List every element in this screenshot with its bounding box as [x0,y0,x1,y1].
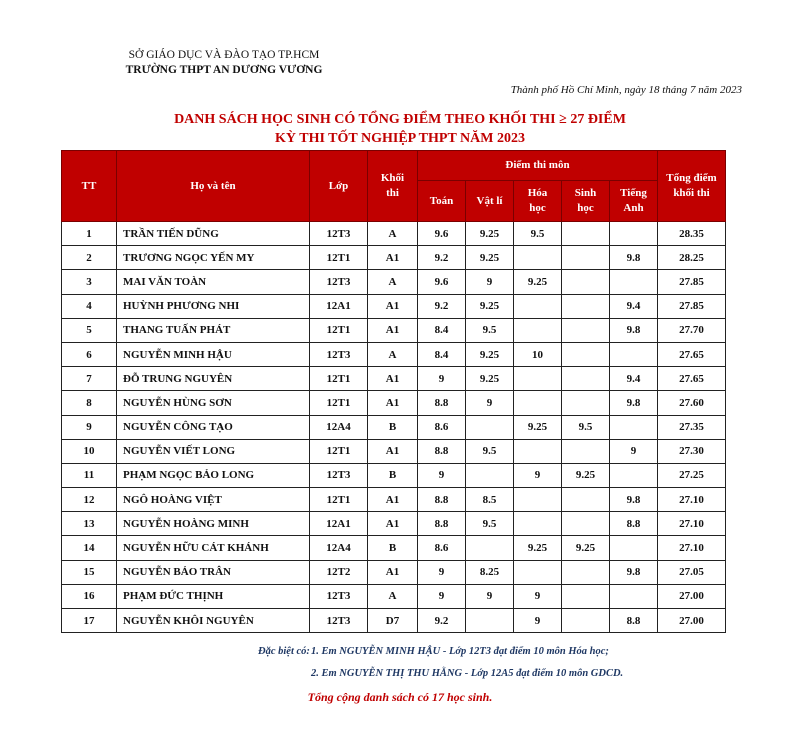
cell-name: NGÔ HOÀNG VIỆT [117,488,310,512]
school-name: TRƯỜNG THPT AN DƯƠNG VƯƠNG [125,64,323,76]
cell-total: 27.85 [658,270,726,294]
cell-class: 12A4 [310,536,368,560]
cell-total: 27.60 [658,391,726,415]
cell-chemistry [514,488,562,512]
cell-english: 9.8 [610,560,658,584]
cell-class: 12T3 [310,609,368,633]
cell-math: 8.8 [418,439,466,463]
cell-english: 9.4 [610,367,658,391]
cell-biology [562,318,610,342]
cell-physics [466,463,514,487]
cell-class: 12T3 [310,463,368,487]
cell-english [610,584,658,608]
cell-tt: 8 [62,391,117,415]
cell-math: 9 [418,367,466,391]
cell-tt: 3 [62,270,117,294]
cell-block: A [368,342,418,366]
cell-english [610,536,658,560]
cell-biology [562,270,610,294]
table-row [62,609,726,633]
cell-tt: 9 [62,415,117,439]
cell-tt: 17 [62,609,117,633]
cell-chemistry: 9 [514,463,562,487]
cell-tt: 5 [62,318,117,342]
cell-class: 12A4 [310,415,368,439]
cell-math: 8.8 [418,488,466,512]
cell-english: 9.8 [610,246,658,270]
cell-math: 8.8 [418,512,466,536]
header-biology [562,181,610,222]
cell-biology [562,512,610,536]
cell-name: THANG TUẤN PHÁT [117,318,310,342]
cell-physics: 9.25 [466,246,514,270]
table-row [62,270,726,294]
table-row [62,512,726,536]
cell-physics: 9.25 [466,222,514,246]
cell-total: 27.10 [658,536,726,560]
cell-english: 9.8 [610,391,658,415]
table-row [62,342,726,366]
header-math: Toán [418,181,466,222]
cell-chemistry: 9.25 [514,536,562,560]
cell-tt: 12 [62,488,117,512]
cell-total: 27.10 [658,512,726,536]
table-body [62,222,726,633]
header-name: Họ và tên [117,151,310,222]
header-block [368,151,418,222]
cell-english: 9.4 [610,294,658,318]
cell-name: NGUYỄN HÙNG SƠN [117,391,310,415]
cell-name: NGUYỄN BẢO TRÂN [117,560,310,584]
cell-total: 27.35 [658,415,726,439]
cell-block: A [368,584,418,608]
header-physics: Vật lí [466,181,514,222]
cell-tt: 11 [62,463,117,487]
cell-tt: 14 [62,536,117,560]
table-row [62,439,726,463]
cell-name: TRẦN TIẾN DŨNG [117,222,310,246]
cell-name: NGUYỄN MINH HẬU [117,342,310,366]
results-table [61,150,726,633]
header-english-line2: Anh [623,202,644,214]
cell-biology [562,584,610,608]
cell-chemistry: 9.25 [514,270,562,294]
cell-chemistry [514,512,562,536]
notes-label: Đặc biệt có: [258,646,310,657]
cell-biology [562,609,610,633]
header-tt: TT [62,151,117,222]
cell-english [610,342,658,366]
cell-block: A1 [368,246,418,270]
note-item-1: 1. Em NGUYỄN MINH HẬU - Lớp 12T3 đạt điểm 10 môn Hóa học; [311,646,609,657]
cell-biology [562,222,610,246]
header-total-line2: khối thi [673,187,710,199]
cell-class: 12T3 [310,222,368,246]
cell-biology: 9.25 [562,536,610,560]
cell-physics: 9 [466,270,514,294]
cell-total: 27.85 [658,294,726,318]
cell-english [610,463,658,487]
note-item-2: 2. Em NGUYỄN THỊ THU HẰNG - Lớp 12A5 đạt điểm 10 môn GDCD. [311,668,624,679]
header-english [610,181,658,222]
cell-name: NGUYỄN VIẾT LONG [117,439,310,463]
cell-name: NGUYỄN HỮU CÁT KHÁNH [117,536,310,560]
cell-total: 27.70 [658,318,726,342]
cell-biology [562,294,610,318]
table-row [62,391,726,415]
cell-chemistry [514,294,562,318]
cell-physics: 9 [466,391,514,415]
header-chemistry-line1: Hóa [527,187,548,199]
cell-biology [562,246,610,270]
cell-physics: 8.25 [466,560,514,584]
cell-physics: 9.25 [466,342,514,366]
header-block-line1: Khối [380,172,405,184]
cell-physics: 9.5 [466,512,514,536]
cell-name: PHẠM NGỌC BẢO LONG [117,463,310,487]
cell-total: 27.05 [658,560,726,584]
cell-math: 9.2 [418,246,466,270]
header-chemistry [514,181,562,222]
header-total [658,151,726,222]
table-row [62,246,726,270]
cell-tt: 16 [62,584,117,608]
date-line: Thành phố Hồ Chí Minh, ngày 18 tháng 7 năm 2023 [510,84,742,96]
cell-block: A1 [368,439,418,463]
table-row [62,294,726,318]
cell-math: 8.6 [418,536,466,560]
cell-math: 9.2 [418,294,466,318]
cell-tt: 7 [62,367,117,391]
cell-chemistry [514,367,562,391]
cell-physics [466,536,514,560]
cell-math: 8.4 [418,342,466,366]
cell-tt: 4 [62,294,117,318]
cell-english: 9.8 [610,318,658,342]
cell-class: 12T1 [310,318,368,342]
cell-block: A1 [368,488,418,512]
cell-class: 12T3 [310,584,368,608]
cell-total: 27.00 [658,584,726,608]
cell-chemistry [514,391,562,415]
cell-class: 12T1 [310,391,368,415]
cell-math: 9 [418,560,466,584]
cell-physics: 9.25 [466,367,514,391]
cell-math: 8.6 [418,415,466,439]
cell-physics [466,415,514,439]
cell-chemistry: 9 [514,609,562,633]
cell-class: 12T1 [310,367,368,391]
cell-block: B [368,536,418,560]
cell-block: A1 [368,367,418,391]
cell-math: 9.6 [418,270,466,294]
cell-math: 9 [418,584,466,608]
table-row [62,222,726,246]
cell-biology [562,488,610,512]
cell-english: 8.8 [610,512,658,536]
cell-tt: 1 [62,222,117,246]
cell-biology [562,560,610,584]
table-row [62,415,726,439]
document-header [104,48,344,78]
header-class: Lớp [310,151,368,222]
cell-name: NGUYỄN HOÀNG MINH [117,512,310,536]
cell-name: PHẠM ĐỨC THỊNH [117,584,310,608]
cell-tt: 13 [62,512,117,536]
cell-biology [562,367,610,391]
cell-chemistry: 9 [514,584,562,608]
cell-total: 27.00 [658,609,726,633]
cell-total: 27.10 [658,488,726,512]
cell-total: 28.25 [658,246,726,270]
cell-class: 12T3 [310,342,368,366]
header-biology-line2: học [577,202,594,214]
header-block-line2: thi [386,187,399,199]
header-biology-line1: Sinh [574,187,597,199]
cell-physics [466,609,514,633]
cell-biology: 9.25 [562,463,610,487]
page-title: DANH SÁCH HỌC SINH CÓ TỔNG ĐIỂM THEO KHỐI THI ≥ 27 ĐIỂM [174,112,626,127]
cell-block: A1 [368,560,418,584]
cell-class: 12T2 [310,560,368,584]
cell-english [610,270,658,294]
cell-block: B [368,415,418,439]
header-scores-group: Điểm thi môn [418,151,658,181]
cell-english: 8.8 [610,609,658,633]
cell-chemistry [514,318,562,342]
cell-total: 28.35 [658,222,726,246]
cell-class: 12A1 [310,512,368,536]
cell-english [610,222,658,246]
cell-tt: 10 [62,439,117,463]
cell-block: A1 [368,512,418,536]
cell-class: 12T1 [310,246,368,270]
cell-chemistry [514,560,562,584]
cell-name: NGUYỄN KHÔI NGUYÊN [117,609,310,633]
cell-name: TRƯƠNG NGỌC YẾN MY [117,246,310,270]
table-row [62,584,726,608]
cell-total: 27.65 [658,367,726,391]
cell-name: HUỲNH PHƯƠNG NHI [117,294,310,318]
cell-math: 9.2 [418,609,466,633]
cell-math: 8.8 [418,391,466,415]
cell-english: 9 [610,439,658,463]
cell-class: 12T1 [310,488,368,512]
cell-math: 9.6 [418,222,466,246]
cell-name: MAI VĂN TOÀN [117,270,310,294]
cell-chemistry [514,246,562,270]
cell-chemistry: 9.5 [514,222,562,246]
cell-block: A1 [368,391,418,415]
cell-biology: 9.5 [562,415,610,439]
cell-chemistry: 10 [514,342,562,366]
cell-tt: 15 [62,560,117,584]
cell-physics: 9.5 [466,318,514,342]
cell-class: 12T3 [310,270,368,294]
cell-name: ĐỖ TRUNG NGUYÊN [117,367,310,391]
summary-line: Tổng cộng danh sách có 17 học sinh. [307,690,493,704]
table-row [62,318,726,342]
cell-block: A [368,270,418,294]
cell-class: 12A1 [310,294,368,318]
cell-physics: 9.25 [466,294,514,318]
cell-physics: 8.5 [466,488,514,512]
header-english-line1: Tiếng [620,187,647,199]
header-chemistry-line2: học [529,202,546,214]
cell-block: B [368,463,418,487]
table-row [62,488,726,512]
cell-chemistry: 9.25 [514,415,562,439]
cell-chemistry [514,439,562,463]
page-subtitle: KỲ THI TỐT NGHIỆP THPT NĂM 2023 [275,131,525,146]
cell-physics: 9.5 [466,439,514,463]
table-row [62,560,726,584]
cell-tt: 6 [62,342,117,366]
department-name: SỞ GIÁO DỤC VÀ ĐÀO TẠO TP.HCM [128,49,320,61]
cell-total: 27.25 [658,463,726,487]
cell-english: 9.8 [610,488,658,512]
cell-total: 27.65 [658,342,726,366]
cell-biology [562,439,610,463]
cell-block: A [368,222,418,246]
cell-english [610,415,658,439]
table-row [62,367,726,391]
cell-block: A1 [368,318,418,342]
cell-block: A1 [368,294,418,318]
cell-class: 12T1 [310,439,368,463]
cell-block: D7 [368,609,418,633]
cell-physics: 9 [466,584,514,608]
cell-math: 8.4 [418,318,466,342]
table-row [62,463,726,487]
cell-biology [562,342,610,366]
cell-tt: 2 [62,246,117,270]
cell-math: 9 [418,463,466,487]
table-row [62,536,726,560]
header-total-line1: Tổng điểm [666,172,717,184]
cell-biology [562,391,610,415]
cell-total: 27.30 [658,439,726,463]
cell-name: NGUYỄN CÔNG TẠO [117,415,310,439]
